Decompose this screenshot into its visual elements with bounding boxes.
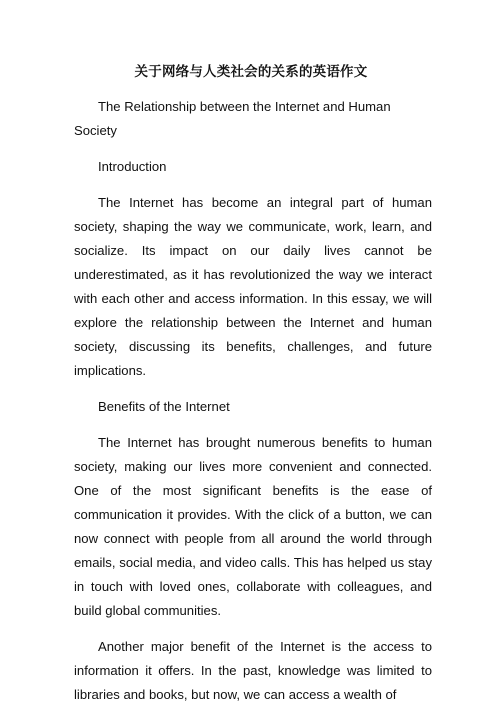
section-heading-benefits: Benefits of the Internet: [98, 399, 230, 414]
essay-title: The Relationship between the Internet and Human Society: [74, 99, 391, 138]
paragraph-benefits-communication: The Internet has brought numerous benefits to human society, making our lives more convenient and connected. One of the most significant benefits is the ease of communication it provides. With the click of a button, we can now connect with people from all around the world through emails, social media, and video calls. This has helped us stay in touch with loved ones, collaborate with colleagues, and build global communities.: [74, 435, 432, 618]
section-heading-introduction: Introduction: [98, 159, 167, 174]
paragraph-benefits-information: Another major benefit of the Internet is the access to information it offers. In the past, knowledge was limited to libraries and books, but now, we can access a wealth of: [74, 639, 432, 702]
paragraph-introduction: The Internet has become an integral part of human society, shaping the way we communicate, work, learn, and socialize. Its impact on our daily lives cannot be underestimated, as it has revolutionized the way we interact with each other and access information. In this essay, we will explore the relationship between the Internet and human society, discussing its benefits, challenges, and future implications.: [74, 195, 432, 378]
document-title: 关于网络与人类社会的关系的英语作文: [134, 64, 368, 80]
document-body: [74, 95, 432, 707]
